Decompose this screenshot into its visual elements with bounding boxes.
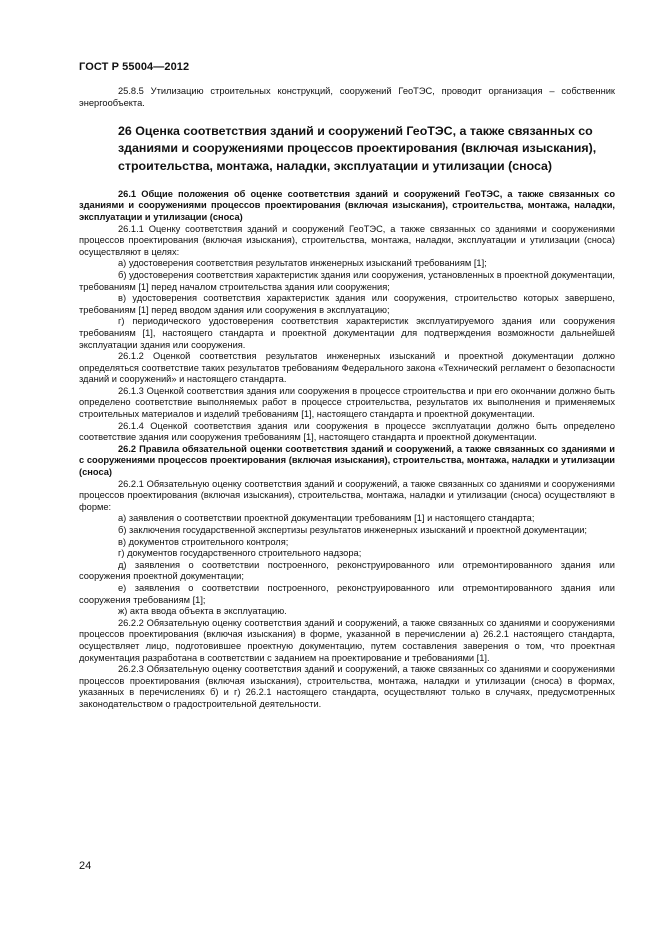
- subsection-title-26-2: 26.2 Правила обязательной оценки соответствия зданий и сооружений, а также связанных со зданиями и с сооружениями процессов проектирования (включая изыскания), строительства, монтажа, наладки и утилизации (сноса): [79, 443, 615, 478]
- document-code-header: ГОСТ Р 55004—2012: [79, 61, 190, 73]
- document-body: [79, 86, 615, 711]
- paragraph-26-1-1: 26.1.1 Оценку соответствия зданий и сооружений ГеоТЭС, а также связанных со зданиями и сооружениями процессов проектирования (включая изыскания), строительства, монтажа, наладки, эксплуатации и утилизации (сноса) осуществляют в целях:: [79, 223, 615, 257]
- list-item-g: г) документов государственного строительного надзора;: [118, 548, 362, 559]
- list-item-zh: ж) акта ввода объекта в эксплуатацию.: [118, 606, 287, 617]
- intro-paragraph: 25.8.5 Утилизацию строительных конструкций, сооружений ГеоТЭС, проводит организация – собственник энергообъекта.: [79, 86, 615, 108]
- list-item-e: е) заявления о соответствии построенного, реконструированного или отремонтированного здания или сооружения требованиям [1];: [79, 582, 615, 605]
- page-number: 24: [79, 860, 92, 872]
- paragraph-26-1-3: 26.1.3 Оценкой соответствия здания или сооружения в процессе строительства и при его окончании должно быть определено соответствие выполняемых работ в процессе строительства, результатов их выполнения и применяемых строительных материалов и изделий требованиям [1], настоящего стандарта и проектной документации.: [79, 385, 615, 420]
- list-item-b: б) заключения государственной экспертизы результатов инженерных изысканий и проектной документации;: [118, 525, 587, 536]
- list-item-g: г) периодического удостоверения соответствия характеристик эксплуатируемого здания или сооружения требованиям [1], настоящего стандарта и проектной документации для подтверждения возможности дальнейшей эксплуатации здания или сооружения.: [79, 316, 615, 350]
- list-item-a: а) заявления о соответствии проектной документации требованиям [1] и настоящего стандарта;: [118, 513, 535, 524]
- list-item-v: в) удостоверения соответствия характеристик здания или сооружения, строительство которых завершено, требованиям [1] перед вводом здания или сооружения в эксплуатацию;: [79, 293, 615, 315]
- list-item-a: а) удостоверения соответствия результатов инженерных изысканий требованиям [1];: [118, 258, 487, 269]
- paragraph-26-2-2: 26.2.2 Обязательную оценку соответствия зданий и сооружений, а также связанных со зданиями и сооружениями процессов проектирования (включая изыскания) в форме, указанной в перечислении а) 26.2.1 настоящего стандарта, осуществляет лицо, подготовившее проектную документацию, путем составления заверения о том, что проектная документация разработана в соответствии с заданием на проектирование и требованиями [1].: [79, 617, 615, 663]
- paragraph-26-2-1: 26.2.1 Обязательную оценку соответствия зданий и сооружений, а также связанных со зданиями и сооружениями процессов проектирования (включая изыскания), строительства, монтажа, наладки и утилизации (сноса) осуществляют в форме:: [79, 478, 615, 512]
- list-item-d: д) заявления о соответствии построенного, реконструированного или отремонтированного здания или сооружения проектной документации;: [79, 559, 615, 582]
- section-title: 26 Оценка соответствия зданий и сооружений ГеоТЭС, а также связанных со зданиями и сооружениями процессов проектирования (включая изыскания), строительства, монтажа, наладки, эксплуатации и утилизации (сноса): [118, 124, 597, 173]
- paragraph-26-1-2: 26.1.2 Оценкой соответствия результатов инженерных изысканий и проектной документации должно определяться соответствие таких результатов требованиям Федерального закона «Технический регламент о безопасности зданий и сооружений» и настоящего стандарта.: [79, 351, 615, 385]
- paragraph-26-2-3: 26.2.3 Обязательную оценку соответствия зданий и сооружений, а также связанных со зданиями и сооружениями процессов проектирования (включая изыскания), строительства, монтажа, наладки и утилизации (сноса) в формах, указанных в перечислениях б) и г) 26.2.1 настоящего стандарта, осуществляют только в случаях, предусмотренных законодательством о градостроительной деятельности.: [79, 664, 615, 709]
- list-item-b: б) удостоверения соответствия характеристик здания или сооружения, установленных в проектной документации, требованиям [1] перед началом строительства здания или сооружения;: [79, 269, 615, 292]
- list-item-v: в) документов строительного контроля;: [118, 536, 289, 547]
- paragraph-26-1-4: 26.1.4 Оценкой соответствия здания или сооружения в процессе эксплуатации должно быть определено соответствие здания или сооружения требованиям [1], настоящего стандарта и проектной документации.: [79, 420, 615, 443]
- subsection-title-26-1: 26.1 Общие положения об оценке соответствия зданий и сооружений ГеоТЭС, а также связанных со зданиями и сооружениями процессов проектирования (включая изыскания), строительства, монтажа, наладки, эксплуатации и утилизации (сноса): [79, 188, 615, 222]
